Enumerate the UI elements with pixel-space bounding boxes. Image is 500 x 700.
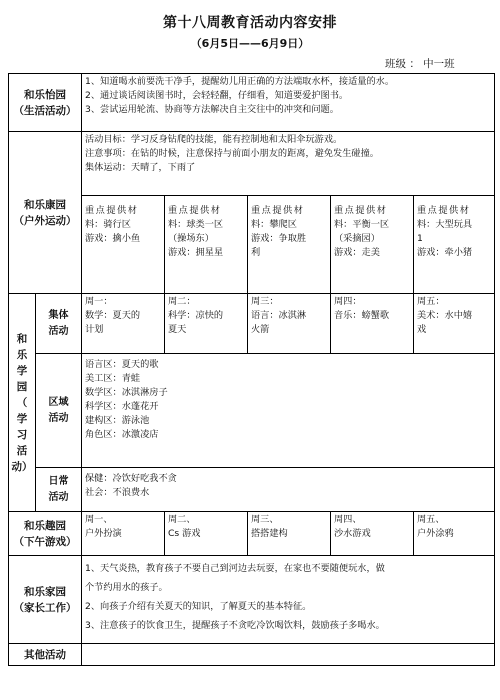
other-content bbox=[82, 644, 495, 666]
life-item: 1、知道喝水前要洗干净手，提醒幼儿用正确的方法端取水杯，接适量的水。 bbox=[85, 76, 395, 87]
life-label: 和乐怡园 （生活活动） bbox=[9, 74, 82, 132]
group-day-cell: 周五： 美术：水中嬉 戏 bbox=[414, 294, 495, 354]
afternoon-day-cell: 周三、 搭搭建构 bbox=[248, 512, 331, 556]
material-cell: 重点提供材 料：骑行区 游戏：擒小鱼 bbox=[82, 196, 165, 294]
afternoon-row bbox=[9, 512, 495, 556]
family-item: 2、向孩子介绍有关夏天的知识，了解夏天的基本特征。 bbox=[85, 601, 312, 612]
daily-activity-row bbox=[9, 468, 495, 512]
other-row bbox=[9, 644, 495, 666]
daily-item: 保健：冷饮好吃我不贪 bbox=[85, 473, 177, 484]
area-item: 语言区：夏天的歌 bbox=[85, 359, 159, 370]
outdoor-label: 和乐康园 （户外运动） bbox=[9, 132, 82, 294]
area-item: 科学区：水蓬花开 bbox=[85, 401, 159, 412]
area-item: 角色区：冰激凌店 bbox=[85, 429, 159, 440]
group-activity-row bbox=[9, 294, 495, 354]
date-range: （6月5日——6月9日） bbox=[190, 37, 310, 50]
outdoor-goal: 活动目标：学习反身钻爬的技能，能有控制地和太阳伞玩游戏。 bbox=[85, 134, 343, 145]
life-item: 2、通过谈话阅读图书时，会轻轻翻，仔细看，知道要爱护图书。 bbox=[85, 90, 349, 101]
afternoon-day-cell: 周一、 户外扮演 bbox=[82, 512, 165, 556]
life-row bbox=[9, 74, 495, 132]
outdoor-materials-row bbox=[9, 196, 495, 294]
area-activity-label: 区域 活动 bbox=[36, 354, 82, 468]
outdoor-group-sport: 集体运动：天晴了，下雨了 bbox=[85, 162, 196, 173]
family-label: 和乐家园 （家长工作） bbox=[9, 556, 82, 644]
afternoon-label: 和乐趣园 （下午游戏） bbox=[9, 512, 82, 556]
outdoor-info bbox=[82, 132, 495, 196]
schedule-table bbox=[8, 73, 495, 666]
daily-item: 社会：不浪费水 bbox=[85, 487, 150, 498]
family-item: 1、天气炎热，教育孩子不要自己到河边去玩耍，在家也不要随便玩水，做 bbox=[85, 563, 385, 574]
area-activity-content bbox=[82, 354, 495, 468]
group-day-cell: 周四： 音乐：螃蟹歌 bbox=[331, 294, 414, 354]
life-item: 3、尝试运用轮流、协商等方法解决自主交往中的冲突和问题。 bbox=[85, 104, 339, 115]
afternoon-day-cell: 周四、 沙水游戏 bbox=[331, 512, 414, 556]
daily-activity-content bbox=[82, 468, 495, 512]
learning-label: 和 乐 学 园 （ 学 习 活 动） bbox=[9, 294, 36, 512]
page-title: 第十八周教育活动内容安排 bbox=[163, 15, 337, 31]
afternoon-day-cell: 周二、 Cs 游戏 bbox=[165, 512, 248, 556]
afternoon-day-cell: 周五、 户外涂鸦 bbox=[414, 512, 495, 556]
family-item: 3、注意孩子的饮食卫生，提醒孩子不贪吃冷饮喝饮料，鼓励孩子多喝水。 bbox=[85, 620, 385, 631]
area-activity-row bbox=[9, 354, 495, 468]
group-activity-label: 集体 活动 bbox=[36, 294, 82, 354]
material-cell: 重点提供材 料：攀爬区 游戏：争取胜 利 bbox=[248, 196, 331, 294]
family-content bbox=[82, 556, 495, 644]
other-label: 其他活动 bbox=[9, 644, 82, 666]
group-day-cell: 周一： 数学：夏天的 计划 bbox=[82, 294, 165, 354]
daily-activity-label: 日常 活动 bbox=[36, 468, 82, 512]
material-cell: 重点提供材 料：球类一区 （操场东） 游戏：拥星星 bbox=[165, 196, 248, 294]
group-day-cell: 周三： 语言：冰淇淋 火箭 bbox=[248, 294, 331, 354]
outdoor-row bbox=[9, 132, 495, 196]
family-row bbox=[9, 556, 495, 644]
outdoor-notes: 注意事项：在钻的时候，注意保持与前面小朋友的距离，避免发生碰撞。 bbox=[85, 148, 379, 159]
area-item: 数学区：冰淇淋房子 bbox=[85, 387, 168, 398]
class-label: 班级 ： 中一班 bbox=[385, 58, 455, 70]
group-day-cell: 周二： 科学：凉快的 夏天 bbox=[165, 294, 248, 354]
family-item: 个节约用水的孩子。 bbox=[85, 582, 168, 593]
material-cell: 重点提供材 料：大型玩具 1 游戏：牵小猪 bbox=[414, 196, 495, 294]
area-item: 美工区：青蛙 bbox=[85, 373, 141, 384]
material-cell: 重点提供材 料：平衡一区 （采摘园） 游戏：走美 bbox=[331, 196, 414, 294]
area-item: 建构区：游泳池 bbox=[85, 415, 150, 426]
life-content bbox=[82, 74, 495, 132]
